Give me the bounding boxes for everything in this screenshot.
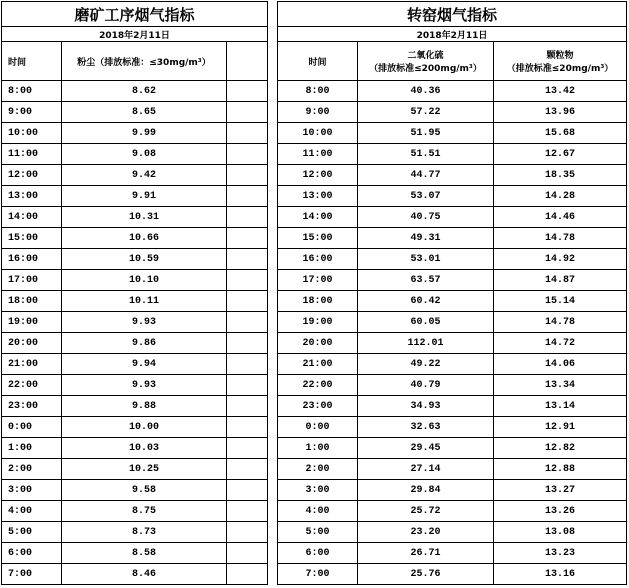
dust-value-cell: 8.62 (62, 81, 227, 102)
table-row (278, 144, 627, 165)
table-row (278, 270, 627, 291)
pm-value-cell: 13.27 (494, 480, 627, 501)
dust-value-cell: 10.31 (62, 207, 227, 228)
time-cell: 0:00 (278, 417, 358, 438)
dust-value-cell: 9.94 (62, 354, 227, 375)
dust-value-cell: 9.91 (62, 186, 227, 207)
table-row (2, 396, 268, 417)
kiln-col-pm-standard: （排放标准≤20mg/m³） (506, 64, 614, 74)
table-row (2, 438, 268, 459)
time-cell: 17:00 (2, 270, 62, 291)
pm-value-cell: 12.82 (494, 438, 627, 459)
dust-value-cell: 9.93 (62, 375, 227, 396)
table-row (278, 81, 627, 102)
time-cell: 19:00 (2, 312, 62, 333)
so2-value-cell: 40.75 (358, 207, 494, 228)
table-row (2, 102, 268, 123)
dust-value-cell: 8.65 (62, 102, 227, 123)
dust-value-cell: 9.99 (62, 123, 227, 144)
so2-value-cell: 60.05 (358, 312, 494, 333)
table-row (278, 354, 627, 375)
dust-value-cell: 9.93 (62, 312, 227, 333)
so2-value-cell: 53.07 (358, 186, 494, 207)
dust-value-cell: 8.73 (62, 522, 227, 543)
empty-cell (227, 165, 268, 186)
pm-value-cell: 14.28 (494, 186, 627, 207)
table-row (278, 249, 627, 270)
pm-value-cell: 13.26 (494, 501, 627, 522)
dust-value-cell: 8.46 (62, 564, 227, 585)
time-cell: 21:00 (2, 354, 62, 375)
empty-cell (227, 270, 268, 291)
so2-value-cell: 49.31 (358, 228, 494, 249)
time-cell: 8:00 (278, 81, 358, 102)
empty-cell (227, 354, 268, 375)
pm-value-cell: 13.08 (494, 522, 627, 543)
empty-cell (227, 375, 268, 396)
table-row (278, 543, 627, 564)
table-row (2, 459, 268, 480)
so2-value-cell: 23.20 (358, 522, 494, 543)
table-row (278, 312, 627, 333)
table-row (278, 375, 627, 396)
kiln-col-so2 (358, 42, 494, 81)
time-cell: 19:00 (278, 312, 358, 333)
table-row (2, 228, 268, 249)
table-row (2, 354, 268, 375)
dust-value-cell: 8.75 (62, 501, 227, 522)
so2-value-cell: 26.71 (358, 543, 494, 564)
time-cell: 8:00 (2, 81, 62, 102)
dust-value-cell: 10.10 (62, 270, 227, 291)
grinding-col-dust: 粉尘（排放标准：≤30mg/m³） (62, 42, 227, 81)
pm-value-cell: 14.92 (494, 249, 627, 270)
time-cell: 6:00 (278, 543, 358, 564)
so2-value-cell: 25.72 (358, 501, 494, 522)
table-row (2, 291, 268, 312)
kiln-table-date: 2018年2月11日 (278, 27, 627, 42)
table-row (2, 165, 268, 186)
empty-cell (227, 480, 268, 501)
table-row (2, 564, 268, 585)
table-row (278, 123, 627, 144)
time-cell: 9:00 (2, 102, 62, 123)
time-cell: 4:00 (2, 501, 62, 522)
table-row (2, 333, 268, 354)
so2-value-cell: 40.79 (358, 375, 494, 396)
table-row (278, 480, 627, 501)
table-row (278, 102, 627, 123)
grinding-col-time: 时间 (2, 42, 62, 81)
pm-value-cell: 14.46 (494, 207, 627, 228)
empty-cell (227, 207, 268, 228)
pm-value-cell: 13.23 (494, 543, 627, 564)
dust-value-cell: 10.00 (62, 417, 227, 438)
table-row (278, 207, 627, 228)
empty-cell (227, 543, 268, 564)
so2-value-cell: 32.63 (358, 417, 494, 438)
kiln-col-pm (494, 42, 627, 81)
so2-value-cell: 29.84 (358, 480, 494, 501)
time-cell: 15:00 (2, 228, 62, 249)
table-row (278, 522, 627, 543)
so2-value-cell: 57.22 (358, 102, 494, 123)
time-cell: 12:00 (2, 165, 62, 186)
time-cell: 14:00 (278, 207, 358, 228)
empty-cell (227, 186, 268, 207)
table-row (278, 459, 627, 480)
table-row (278, 186, 627, 207)
time-cell: 10:00 (2, 123, 62, 144)
grinding-table-title: 磨矿工序烟气指标 (2, 2, 268, 27)
time-cell: 7:00 (2, 564, 62, 585)
table-row (2, 186, 268, 207)
table-row (2, 501, 268, 522)
empty-cell (227, 396, 268, 417)
pm-value-cell: 12.67 (494, 144, 627, 165)
dust-value-cell: 10.03 (62, 438, 227, 459)
so2-value-cell: 27.14 (358, 459, 494, 480)
dust-value-cell: 8.58 (62, 543, 227, 564)
dust-value-cell: 10.59 (62, 249, 227, 270)
kiln-table-title: 转窑烟气指标 (278, 2, 627, 27)
time-cell: 17:00 (278, 270, 358, 291)
empty-cell (227, 81, 268, 102)
time-cell: 15:00 (278, 228, 358, 249)
time-cell: 23:00 (2, 396, 62, 417)
dust-value-cell: 10.11 (62, 291, 227, 312)
table-row (2, 312, 268, 333)
table-row (278, 165, 627, 186)
time-cell: 6:00 (2, 543, 62, 564)
time-cell: 20:00 (2, 333, 62, 354)
table-row (278, 396, 627, 417)
pm-value-cell: 14.87 (494, 270, 627, 291)
empty-cell (227, 123, 268, 144)
time-cell: 18:00 (278, 291, 358, 312)
so2-value-cell: 44.77 (358, 165, 494, 186)
so2-value-cell: 25.76 (358, 564, 494, 585)
time-cell: 11:00 (2, 144, 62, 165)
table-row (278, 228, 627, 249)
empty-cell (227, 501, 268, 522)
dust-value-cell: 9.88 (62, 396, 227, 417)
empty-cell (227, 417, 268, 438)
empty-cell (227, 102, 268, 123)
so2-value-cell: 51.51 (358, 144, 494, 165)
empty-cell (227, 312, 268, 333)
time-cell: 5:00 (278, 522, 358, 543)
grinding-emissions-table (1, 1, 268, 585)
table-row (2, 417, 268, 438)
table-row (2, 249, 268, 270)
time-cell: 16:00 (2, 249, 62, 270)
table-row (2, 144, 268, 165)
pm-value-cell: 13.14 (494, 396, 627, 417)
time-cell: 2:00 (278, 459, 358, 480)
time-cell: 18:00 (2, 291, 62, 312)
time-cell: 3:00 (278, 480, 358, 501)
time-cell: 13:00 (2, 186, 62, 207)
empty-cell (227, 333, 268, 354)
time-cell: 12:00 (278, 165, 358, 186)
table-row (278, 438, 627, 459)
dust-value-cell: 9.42 (62, 165, 227, 186)
pm-value-cell: 15.68 (494, 123, 627, 144)
pm-value-cell: 14.78 (494, 228, 627, 249)
pm-value-cell: 14.06 (494, 354, 627, 375)
table-row (278, 333, 627, 354)
time-cell: 23:00 (278, 396, 358, 417)
pm-value-cell: 13.96 (494, 102, 627, 123)
time-cell: 11:00 (278, 144, 358, 165)
pm-value-cell: 12.88 (494, 459, 627, 480)
kiln-col-so2-standard: （排放标准≤200mg/m³） (369, 64, 482, 74)
table-row (278, 564, 627, 585)
empty-cell (227, 291, 268, 312)
so2-value-cell: 49.22 (358, 354, 494, 375)
so2-value-cell: 34.93 (358, 396, 494, 417)
table-row (2, 207, 268, 228)
kiln-emissions-table (277, 1, 627, 585)
empty-cell (227, 249, 268, 270)
pm-value-cell: 18.35 (494, 165, 627, 186)
dust-value-cell: 9.58 (62, 480, 227, 501)
so2-value-cell: 29.45 (358, 438, 494, 459)
time-cell: 2:00 (2, 459, 62, 480)
table-row (2, 270, 268, 291)
time-cell: 9:00 (278, 102, 358, 123)
time-cell: 1:00 (2, 438, 62, 459)
time-cell: 21:00 (278, 354, 358, 375)
time-cell: 4:00 (278, 501, 358, 522)
table-row (2, 123, 268, 144)
time-cell: 13:00 (278, 186, 358, 207)
dust-value-cell: 9.08 (62, 144, 227, 165)
pm-value-cell: 13.42 (494, 81, 627, 102)
table-row (278, 417, 627, 438)
pm-value-cell: 14.78 (494, 312, 627, 333)
table-row (278, 501, 627, 522)
empty-cell (227, 522, 268, 543)
dust-value-cell: 10.25 (62, 459, 227, 480)
pm-value-cell: 15.14 (494, 291, 627, 312)
dust-value-cell: 9.86 (62, 333, 227, 354)
time-cell: 20:00 (278, 333, 358, 354)
pm-value-cell: 14.72 (494, 333, 627, 354)
table-row (2, 81, 268, 102)
so2-value-cell: 53.01 (358, 249, 494, 270)
grinding-table-body (2, 2, 268, 585)
table-row (2, 543, 268, 564)
table-row (278, 291, 627, 312)
empty-cell (227, 459, 268, 480)
time-cell: 14:00 (2, 207, 62, 228)
time-cell: 22:00 (278, 375, 358, 396)
kiln-col-time: 时间 (278, 42, 358, 81)
time-cell: 10:00 (278, 123, 358, 144)
time-cell: 16:00 (278, 249, 358, 270)
so2-value-cell: 63.57 (358, 270, 494, 291)
time-cell: 0:00 (2, 417, 62, 438)
kiln-table-body (278, 2, 627, 585)
empty-cell (227, 144, 268, 165)
pm-value-cell: 13.34 (494, 375, 627, 396)
time-cell: 5:00 (2, 522, 62, 543)
kiln-col-pm-label: 颗粒物 (546, 51, 574, 61)
empty-cell (227, 564, 268, 585)
pm-value-cell: 12.91 (494, 417, 627, 438)
so2-value-cell: 60.42 (358, 291, 494, 312)
table-row (2, 480, 268, 501)
empty-cell (227, 438, 268, 459)
so2-value-cell: 51.95 (358, 123, 494, 144)
empty-cell (227, 228, 268, 249)
time-cell: 7:00 (278, 564, 358, 585)
so2-value-cell: 112.01 (358, 333, 494, 354)
time-cell: 22:00 (2, 375, 62, 396)
time-cell: 1:00 (278, 438, 358, 459)
so2-value-cell: 40.36 (358, 81, 494, 102)
table-row (2, 375, 268, 396)
time-cell: 3:00 (2, 480, 62, 501)
table-row (2, 522, 268, 543)
kiln-col-so2-label: 二氧化硫 (407, 51, 444, 61)
grinding-table-date: 2018年2月11日 (2, 27, 268, 42)
pm-value-cell: 13.16 (494, 564, 627, 585)
grinding-col-empty (227, 42, 268, 81)
dust-value-cell: 10.66 (62, 228, 227, 249)
